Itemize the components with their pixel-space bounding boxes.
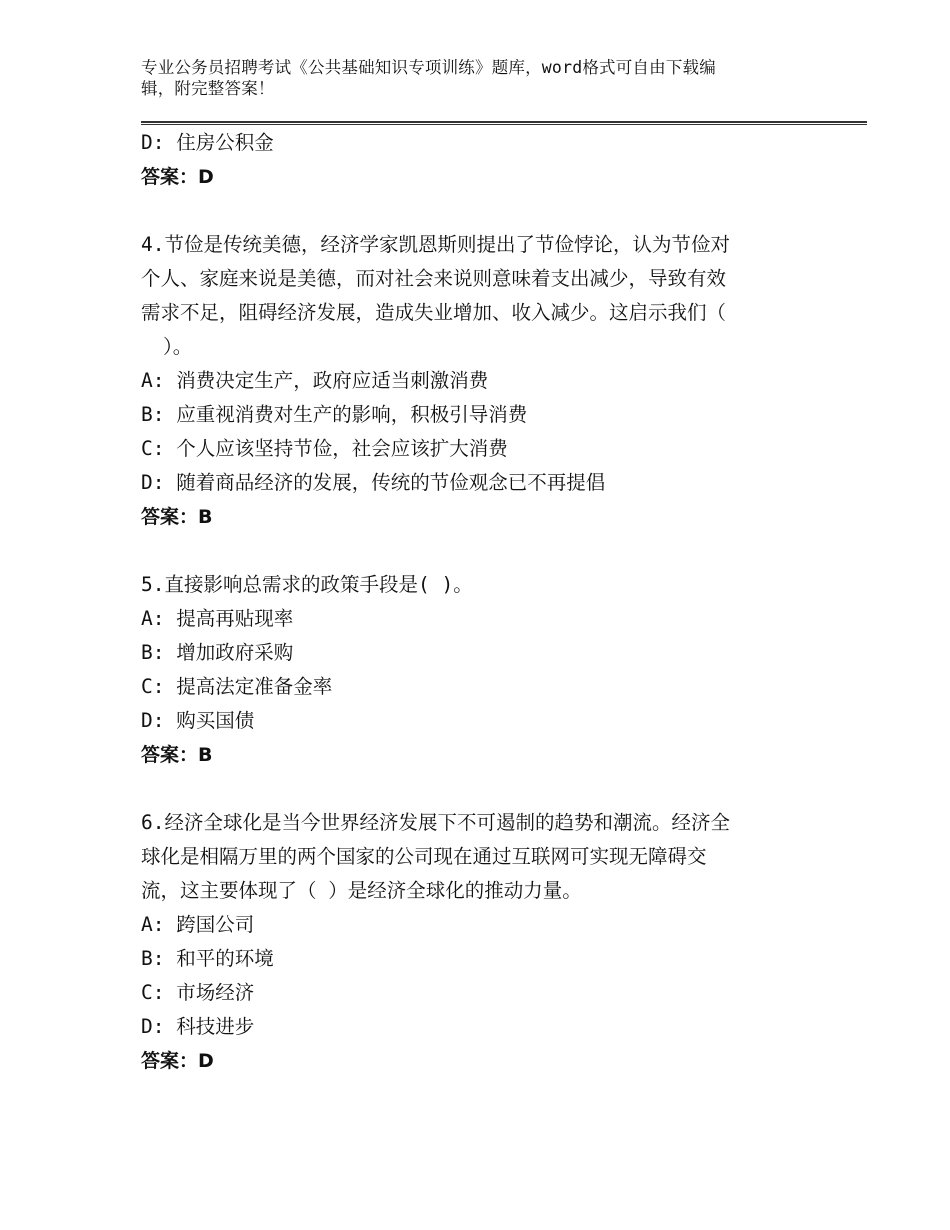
question-stem-line: 6.经济全球化是当今世界经济发展下不可遏制的趋势和潮流。经济全 (141, 811, 730, 834)
answer: 答案：D (141, 166, 214, 188)
question-stem-line: 需求不足，阻碍经济发展，造成失业增加、收入减少。这启示我们（ (141, 301, 727, 324)
header-line-2: 辑，附完整答案！ (141, 79, 275, 98)
header-divider (141, 121, 867, 125)
option-b: B: 应重视消费对生产的影响，积极引导消费 (141, 403, 528, 426)
option-d: D: 购买国债 (141, 709, 255, 732)
spacer (141, 534, 801, 568)
answer: 答案：B (141, 744, 213, 766)
question-4 (141, 228, 801, 534)
answer: 答案：B (141, 506, 213, 528)
question-stem-line: ）。 (163, 335, 193, 358)
question-stem-line: 流，这主要体现了（ ）是经济全球化的推动力量。 (141, 879, 582, 902)
option-c: C: 个人应该坚持节俭，社会应该扩大消费 (141, 437, 508, 460)
question-stem-line: 球化是相隔万里的两个国家的公司现在通过互联网可实现无障碍交 (141, 845, 707, 868)
option-c: C: 市场经济 (141, 981, 255, 1004)
spacer (141, 772, 801, 806)
option-b: B: 增加政府采购 (141, 641, 294, 664)
question-stem-line: 个人、家庭来说是美德，而对社会来说则意味着支出减少，导致有效 (141, 267, 727, 290)
header-line-1: 专业公务员招聘考试《公共基础知识专项训练》题库，word格式可自由下载编 (141, 58, 716, 77)
option-a: A: 跨国公司 (141, 913, 255, 936)
option-d: D: 随着商品经济的发展，传统的节俭观念已不再提倡 (141, 471, 606, 494)
spacer (141, 194, 801, 228)
option-c: C: 提高法定准备金率 (141, 675, 333, 698)
question-5 (141, 568, 801, 772)
question-list (141, 126, 801, 1078)
question-stem-line: 5.直接影响总需求的政策手段是( )。 (141, 573, 473, 596)
page-header (141, 57, 801, 99)
option-d: D: 住房公积金 (141, 131, 274, 154)
question-3-tail (141, 126, 801, 194)
option-a: A: 消费决定生产，政府应适当刺激消费 (141, 369, 489, 392)
question-stem-line: 4.节俭是传统美德，经济学家凯恩斯则提出了节俭悖论，认为节俭对 (141, 233, 730, 256)
option-a: A: 提高再贴现率 (141, 607, 294, 630)
answer: 答案：D (141, 1050, 214, 1072)
option-d: D: 科技进步 (141, 1015, 255, 1038)
option-b: B: 和平的环境 (141, 947, 274, 970)
question-6 (141, 806, 801, 1078)
